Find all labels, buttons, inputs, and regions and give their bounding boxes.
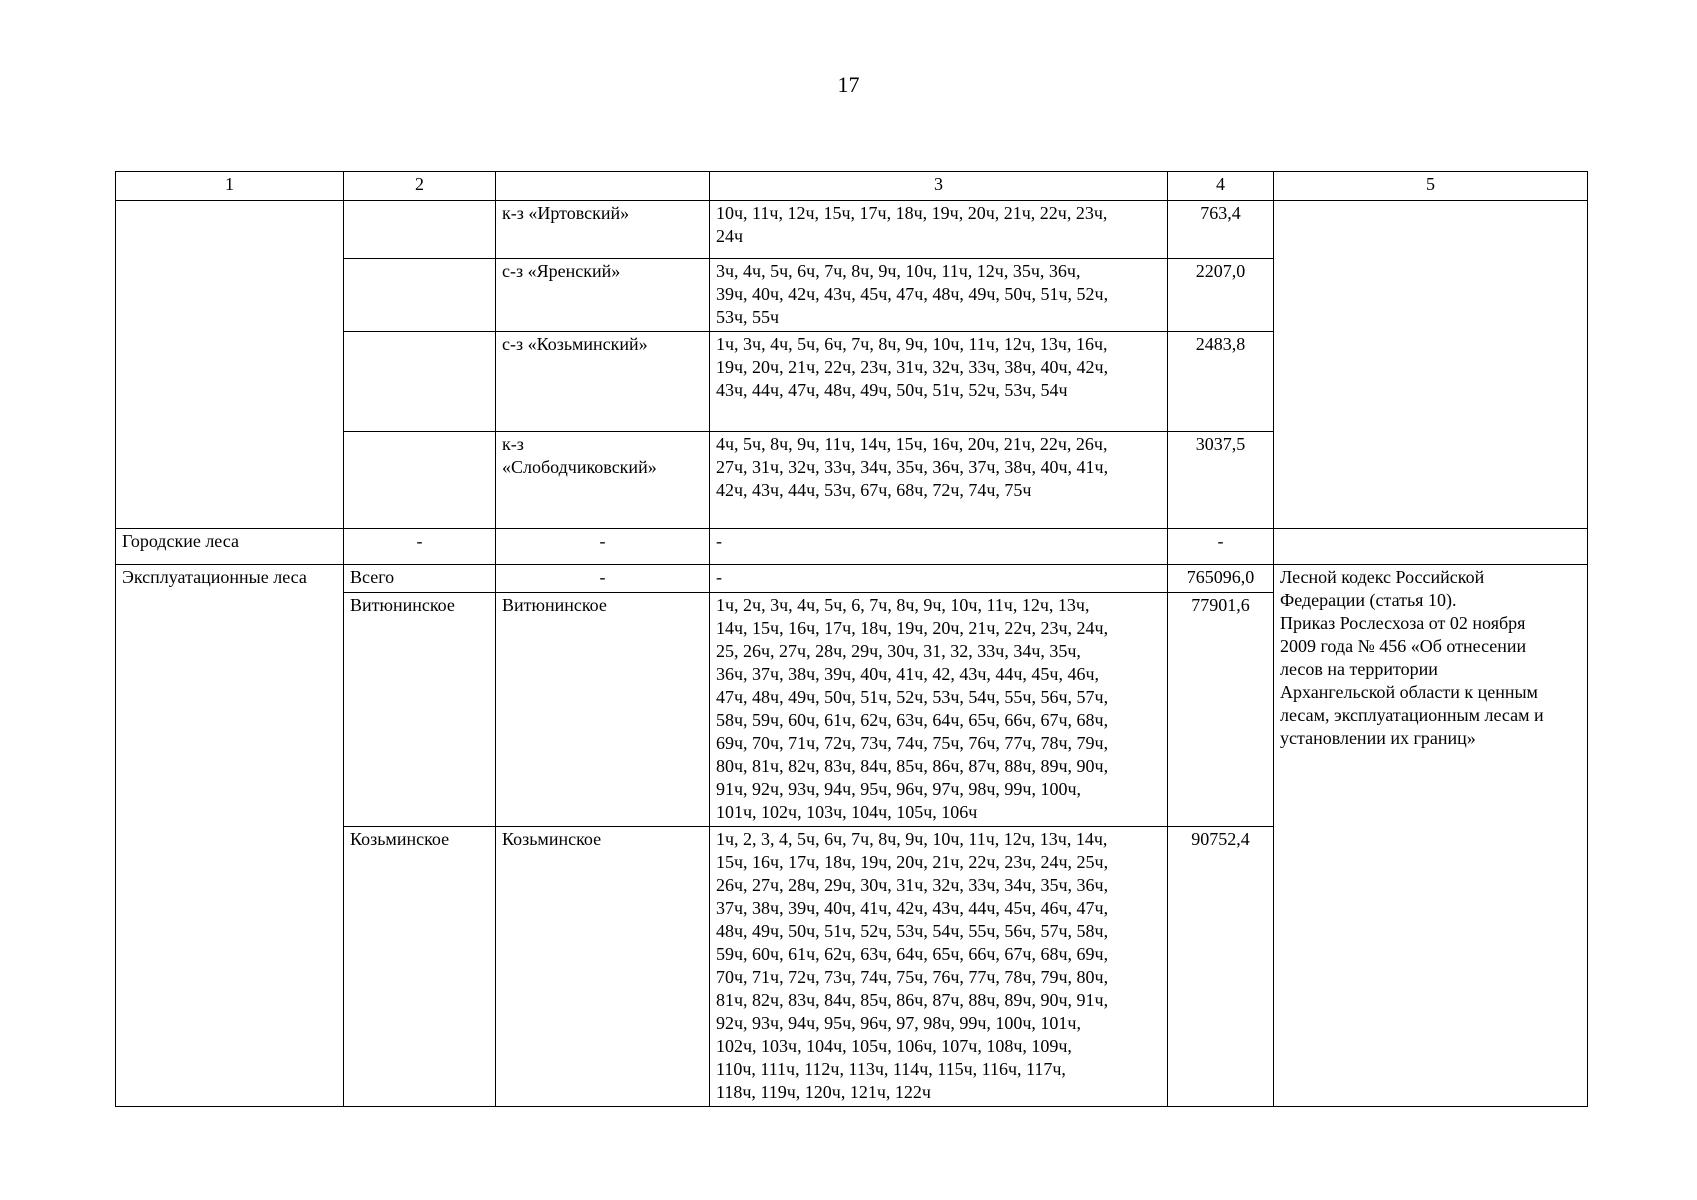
page-number: 17 [837,72,860,97]
column-header: 5 [1274,172,1588,201]
blocks-cell: 3ч, 4ч, 5ч, 6ч, 7ч, 8ч, 9ч, 10ч, 11ч, 12ч, 35ч, 36ч, 39ч, 40ч, 42ч, 43ч, 45ч, 47ч, 48ч, 49ч, 50ч, 51ч, 52ч, 53ч, 55ч [710,259,1168,332]
district-cell: Всего [344,565,496,593]
area-cell: - [1168,529,1274,565]
organization-cell: - [496,565,710,593]
district-cell [344,332,496,432]
area-cell: 2483,8 [1168,332,1274,432]
district-cell: Витюнинское [344,593,496,827]
forest-category-cell [116,201,344,529]
column-header: 3 [710,172,1168,201]
column-header [496,172,710,201]
column-number-row [116,172,1588,201]
table-row-exploitation-total [116,565,1588,593]
organization-cell: к-з «Иртовский» [496,201,710,259]
district-cell: Козьминское [344,827,496,1107]
organization-cell: с-з «Яренский» [496,259,710,332]
blocks-cell: 1ч, 2ч, 3ч, 4ч, 5ч, 6, 7ч, 8ч, 9ч, 10ч, 11ч, 12ч, 13ч, 14ч, 15ч, 16ч, 17ч, 18ч, 19ч, 20ч, 21ч, 22ч, 23ч, 24ч, 25, 26ч, 27ч, 28ч, 29ч, 30ч, 31, 32, 33ч, 34ч, 35ч, 36ч, 37ч, 38ч, 39ч, 40ч, 41ч, 42, 43ч, 44ч, 45ч, 46ч, 47ч, 48ч, 49ч, 50ч, 51ч, 52ч, 53ч, 54ч, 55ч, 56ч, 57ч, 58ч, 59ч, 60ч, 61ч, 62ч, 63ч, 64ч, 65ч, 66ч, 67ч, 68ч, 69ч, 70ч, 71ч, 72ч, 73ч, 74ч, 75ч, 76ч, 77ч, 78ч, 79ч, 80ч, 81ч, 82ч, 83ч, 84ч, 85ч, 86ч, 87ч, 88ч, 89ч, 90ч, 91ч, 92ч, 93ч, 94ч, 95ч, 96ч, 97ч, 98ч, 99ч, 100ч, 101ч, 102ч, 103ч, 104ч, 105ч, 106ч [710,593,1168,827]
column-header: 4 [1168,172,1274,201]
forest-category-cell: Эксплуатационные леса [116,565,344,1107]
blocks-cell: 10ч, 11ч, 12ч, 15ч, 17ч, 18ч, 19ч, 20ч, 21ч, 22ч, 23ч, 24ч [710,201,1168,259]
area-cell: 765096,0 [1168,565,1274,593]
organization-cell: Козьминское [496,827,710,1107]
organization-cell: Витюнинское [496,593,710,827]
area-cell: 2207,0 [1168,259,1274,332]
legal-basis-cell: Лесной кодекс Российской Федерации (статья 10). Приказ Рослесхоза от 02 ноября 2009 года № 456 «Об отнесении лесов на территории Архангельской области к ценным лесам, эксплуатационным лесам и установлении их границ» [1274,565,1588,1107]
organization-cell: с-з «Козьминский» [496,332,710,432]
organization-cell: к-з «Слободчиковский» [496,432,710,529]
blocks-cell: - [710,565,1168,593]
area-cell: 77901,6 [1168,593,1274,827]
blocks-cell: 1ч, 2, 3, 4, 5ч, 6ч, 7ч, 8ч, 9ч, 10ч, 11ч, 12ч, 13ч, 14ч, 15ч, 16ч, 17ч, 18ч, 19ч, 20ч, 21ч, 22ч, 23ч, 24ч, 25ч, 26ч, 27ч, 28ч, 29ч, 30ч, 31ч, 32ч, 33ч, 34ч, 35ч, 36ч, 37ч, 38ч, 39ч, 40ч, 41ч, 42ч, 43ч, 44ч, 45ч, 46ч, 47ч, 48ч, 49ч, 50ч, 51ч, 52ч, 53ч, 54ч, 55ч, 56ч, 57ч, 58ч, 59ч, 60ч, 61ч, 62ч, 63ч, 64ч, 65ч, 66ч, 67ч, 68ч, 69ч, 70ч, 71ч, 72ч, 73ч, 74ч, 75ч, 76ч, 77ч, 78ч, 79ч, 80ч, 81ч, 82ч, 83ч, 84ч, 85ч, 86ч, 87ч, 88ч, 89ч, 90ч, 91ч, 92ч, 93ч, 94ч, 95ч, 96ч, 97, 98ч, 99ч, 100ч, 101ч, 102ч, 103ч, 104ч, 105ч, 106ч, 107ч, 108ч, 109ч, 110ч, 111ч, 112ч, 113ч, 114ч, 115ч, 116ч, 117ч, 118ч, 119ч, 120ч, 121ч, 122ч [710,827,1168,1107]
area-cell: 90752,4 [1168,827,1274,1107]
legal-basis-cell [1274,201,1588,529]
column-header: 2 [344,172,496,201]
district-cell [344,259,496,332]
blocks-cell: - [710,529,1168,565]
table-row [116,201,1588,259]
area-cell: 763,4 [1168,201,1274,259]
column-header: 1 [116,172,344,201]
blocks-cell: 1ч, 3ч, 4ч, 5ч, 6ч, 7ч, 8ч, 9ч, 10ч, 11ч, 12ч, 13ч, 16ч, 19ч, 20ч, 21ч, 22ч, 23ч, 31ч, 32ч, 33ч, 38ч, 40ч, 42ч, 43ч, 44ч, 47ч, 48ч, 49ч, 50ч, 51ч, 52ч, 53ч, 54ч [710,332,1168,432]
legal-basis-cell [1274,529,1588,565]
forest-table [115,171,1588,1107]
district-cell: - [344,529,496,565]
blocks-cell: 4ч, 5ч, 8ч, 9ч, 11ч, 14ч, 15ч, 16ч, 20ч, 21ч, 22ч, 26ч, 27ч, 31ч, 32ч, 33ч, 34ч, 35ч, 36ч, 37ч, 38ч, 40ч, 41ч, 42ч, 43ч, 44ч, 53ч, 67ч, 68ч, 72ч, 74ч, 75ч [710,432,1168,529]
organization-cell: - [496,529,710,565]
forest-category-cell: Городские леса [116,529,344,565]
district-cell [344,201,496,259]
area-cell: 3037,5 [1168,432,1274,529]
district-cell [344,432,496,529]
table-row-city-forests [116,529,1588,565]
